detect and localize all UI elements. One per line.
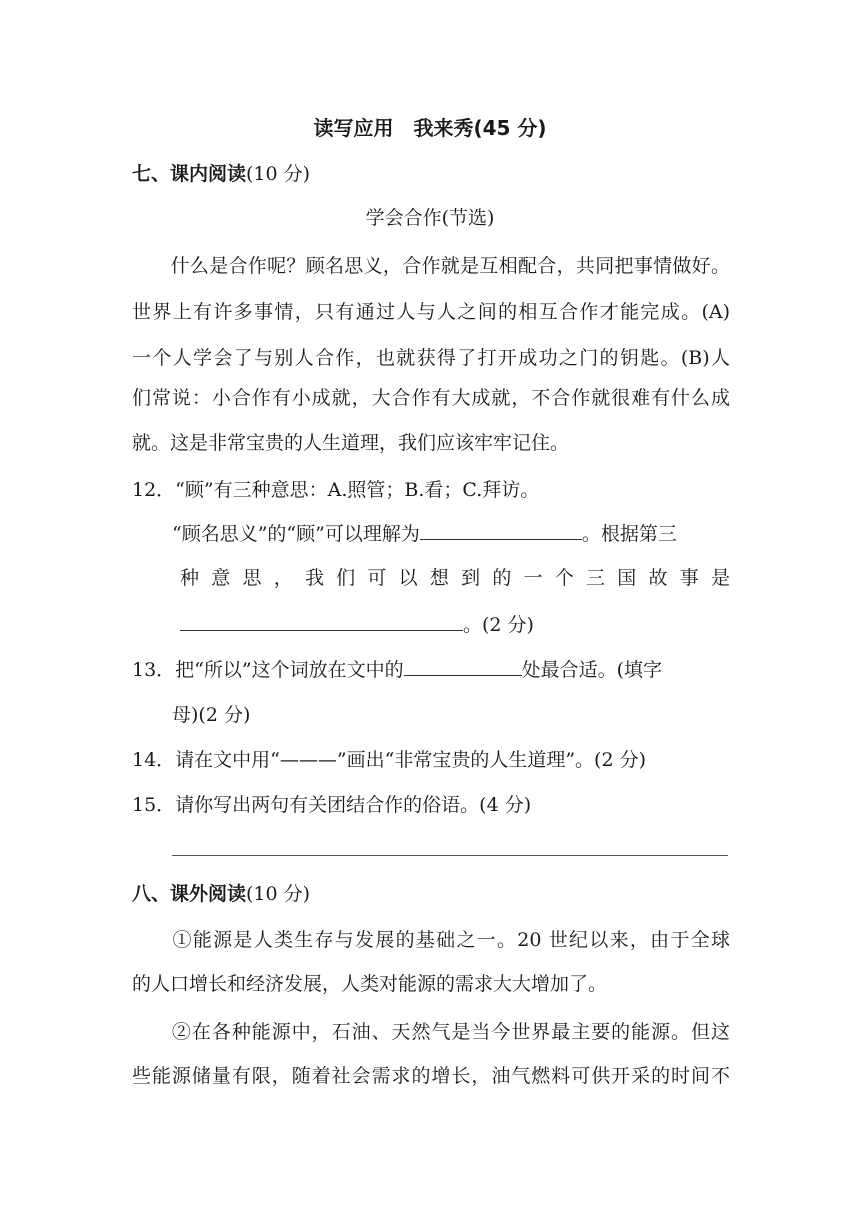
question-12-line-1 [172,521,677,546]
passage-line: ②在各种能源中，石油、天然气是当今世界最主要的能源。但这 [132,1021,730,1043]
char: 以 [398,567,418,589]
char: 三 [586,567,606,589]
char: 种 [180,567,200,589]
passage-line: 世界上有许多事情，只有通过人与人之间的相互合作才能完成。(A) [132,301,730,323]
char: 们 [336,567,356,589]
section-7-heading [132,162,310,186]
answer-blank-13[interactable] [404,657,522,676]
char: 思 [242,567,262,589]
passage-line: 的人口增长和经济发展，人类对能源的需求大大增加了。 [132,973,608,995]
char: 事 [679,567,699,589]
char: 意 [211,567,231,589]
char: 的 [492,567,512,589]
passage-line: 些能源储量有限，随着社会需求的增长，油气燃料可供开采的时间不 [132,1065,730,1087]
answer-line-15[interactable] [172,855,728,856]
section-7-points: (10 分) [246,163,311,185]
passage-line: 们常说：小合作有小成就，大合作有大成就，不合作就很难有什么成 [132,387,730,409]
passage-title: 学会合作(节选) [365,207,495,229]
question-13-text-after: 处最合适。(填字 [521,659,663,681]
question-12-line-2 [180,566,730,590]
passage-line: 就。这是非常宝贵的人生道理，我们应该牢牢记住。 [132,432,570,454]
question-12-points: 。(2 分) [463,614,534,636]
char: 我 [304,567,324,589]
question-13-line-2: 母)(2 分) [172,704,251,726]
question-12-text-after: 。根据第三 [581,523,677,545]
char: 可 [367,567,387,589]
passage-line: 什么是合作呢？顾名思义，合作就是互相配合，共同把事情做好。 [132,255,730,277]
char: 到 [461,567,481,589]
question-15: 15．请你写出两句有关团结合作的俗语。(4 分) [132,794,532,816]
char: 故 [648,567,668,589]
page-title: 读写应用 我来秀(45 分) [313,116,547,140]
char: ， [273,567,293,589]
section-8-heading [132,882,310,906]
question-14: 14．请在文中用“———”画出“非常宝贵的人生道理”。(2 分) [132,749,646,771]
section-7-label: 七、课内阅读 [132,163,247,185]
question-13-text-before: 13．把“所以”这个词放在文中的 [132,659,404,681]
answer-blank-12b[interactable] [180,612,463,631]
question-13-line-1 [132,657,662,682]
passage-line: 一个人学会了与别人合作，也就获得了打开成功之门的钥匙。(B)人 [132,347,730,369]
question-12-line-3 [180,612,534,637]
char: 是 [710,567,730,589]
section-8-points: (10 分) [246,883,311,905]
answer-blank-12a[interactable] [420,521,582,540]
section-8-label: 八、课外阅读 [132,883,247,905]
question-12-stem: 12．“顾”有三种意思：A.照管；B.看；C.拜访。 [132,479,540,501]
char: 国 [617,567,637,589]
char: 想 [429,567,449,589]
passage-line: ①能源是人类生存与发展的基础之一。20 世纪以来，由于全球 [132,929,730,951]
char: 一 [523,567,543,589]
char: 个 [554,567,574,589]
question-12-text-before: “顾名思义”的“顾”可以理解为 [172,523,420,545]
